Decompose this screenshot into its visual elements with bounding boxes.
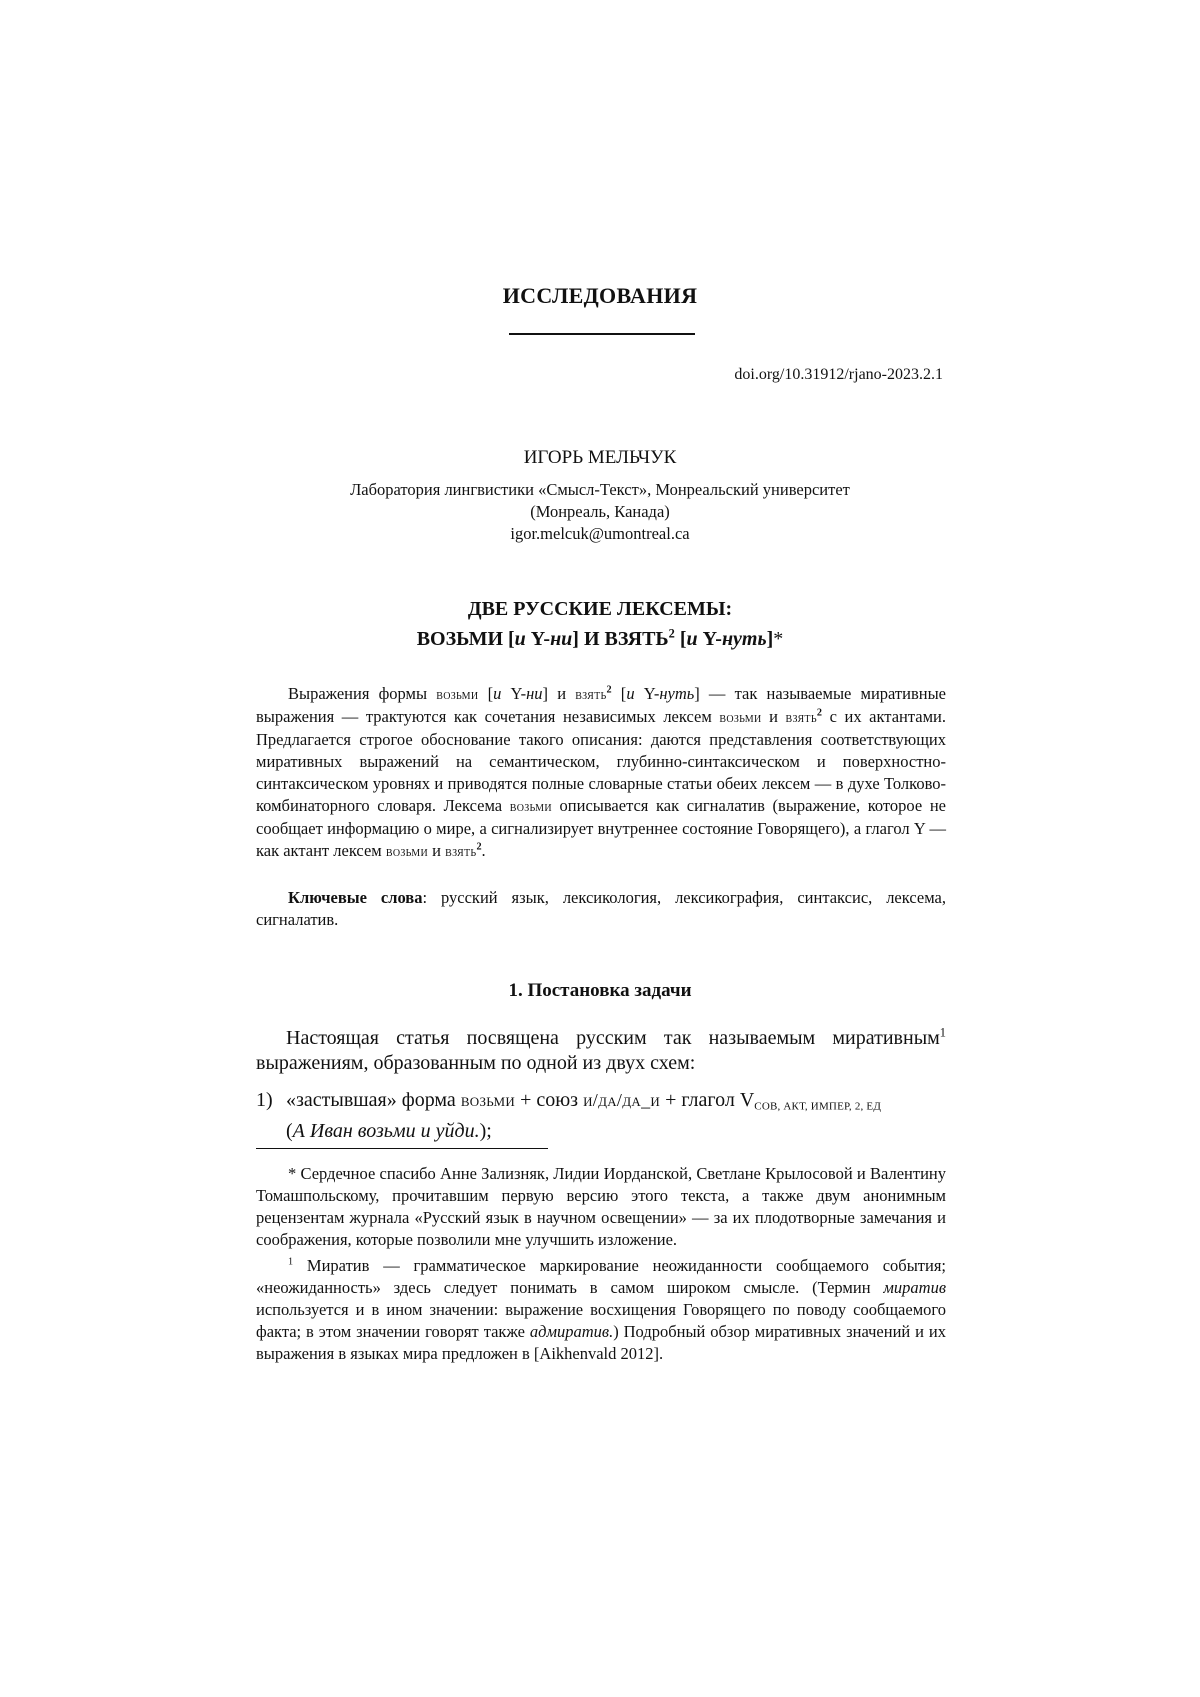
example-sentence: А Иван возьми и уйди.: [292, 1120, 480, 1143]
list-item-number: 1): [256, 1089, 273, 1111]
author-email[interactable]: igor.melcuk@umontreal.ca: [510, 524, 690, 543]
title-footnote-mark[interactable]: *: [773, 628, 784, 650]
footnotes: [256, 1163, 946, 1369]
doi-link[interactable]: doi.org/10.31912/rjano-2023.2.1: [734, 366, 943, 383]
section-heading: ИССЛЕДОВАНИЯ: [502, 283, 698, 308]
author-affiliation: [0, 479, 1200, 545]
section-1-heading: 1. Постановка задачи: [508, 980, 692, 1001]
footnote-separator: [256, 1148, 548, 1149]
article-title: [0, 594, 1200, 654]
author-name: ИГОРЬ МЕЛЬЧУК: [523, 447, 677, 468]
abstract-text: Выражения формы возьми [и Y-ни] и взять$^2$ [и Y-нуть] — так называемые миративные выражения — трактуются как сочетания независимых лексем возьми и взять$^2$ с их актантами. Предлагается строгое обоснование такого описания: даются представления соответствующих миративных выражений на семантическом, глубинно-синтаксическом и поверхностно-синтаксическом уровнях и приводятся полные словарные статьи обеих лексем — в духе Толково-комбинаторного словаря. Лексема возьми описывается как сигналатив (выражение, которое не сообщает информацию о мире, а сигнализирует внутреннее состояние Говорящего), а глагол Y — как актант лексем возьми и взять$^2$.: [256, 684, 947, 860]
heading-rule: [509, 333, 695, 335]
abstract: [256, 683, 946, 863]
title-line-2: ВОЗЬМИ [и Y-ни] И ВЗЯТЬ$^2$ [и Y-нуть]*: [416, 626, 784, 650]
title-line-1: ДВЕ РУССКИЕ ЛЕКСЕМЫ:: [467, 598, 733, 620]
keywords-text: Ключевые слова: русский язык, лексикология, лексикография, синтаксис, лексема, сигналатив.: [256, 888, 946, 929]
footnote-ref-1[interactable]: 1: [939, 1025, 946, 1040]
affiliation-line: Лаборатория лингвистики «Смысл-Текст», Монреальский университет: [350, 480, 850, 499]
section-1-paragraph: Настоящая статья посвящена русским так называемым миративным$^1$ выражениям, образованным по одной из двух схем:: [256, 1025, 946, 1074]
list-item-text: «застывшая» форма возьми + союз и/да/да_и + глагол $V_{СОВ, АКТ, ИМПЕР, 2, ЕД}$ (А Иван возьми и уйди.);: [286, 1089, 882, 1143]
footnote-1: $^1$ Миратив — грамматическое маркирование неожиданности сообщаемого события; «неожиданность» здесь следует понимать в самом широком смысле. (Термин миратив используется и в ином значении: выражение восхищения Говорящего по поводу сообщаемого факта; в этом значении говорят также адмиратив.) Подробный обзор миративных значений и их выражения в языках мира предложен в [Aikhenvald 2012].: [256, 1256, 946, 1363]
keywords-label: Ключевые слова: [288, 888, 423, 907]
footnote-star: * Сердечное спасибо Анне Зализняк, Лидии Иорданской, Светлане Крылосовой и Валентину Томашпольскому, прочитавшим первую версию этого текста, а также двум анонимным рецензентам журнала «Русский язык в научном освещении» — за их плодотворные замечания и соображения, которые позволили мне улучшить изложение.: [256, 1164, 946, 1249]
affiliation-location: (Монреаль, Канада): [530, 502, 670, 521]
keywords: [256, 887, 946, 931]
